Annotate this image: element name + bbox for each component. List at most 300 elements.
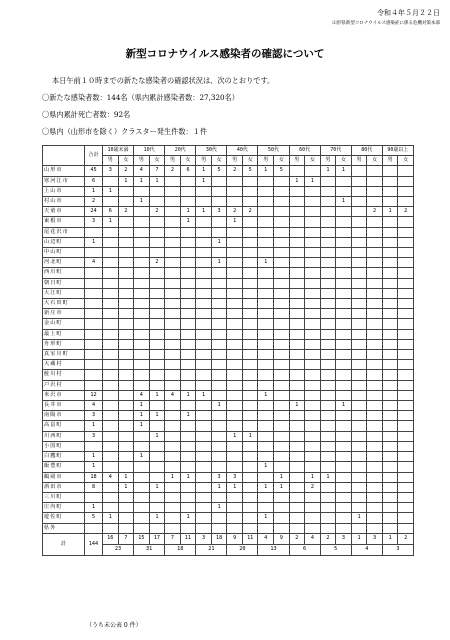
municipality-total [85,441,103,451]
case-count-cell [382,227,398,237]
municipality-total: 1 [85,452,103,462]
case-count-cell [118,339,134,349]
case-count-cell [196,482,212,492]
case-count-cell [289,166,305,176]
total-by-sex-cell: 3 [196,533,212,544]
case-count-cell [196,492,212,502]
table-row [43,176,414,186]
case-count-cell [289,523,305,533]
header-age-group: 60代 [289,146,320,156]
case-count-cell [274,258,290,268]
case-count-cell [367,452,383,462]
case-count-cell [180,197,196,207]
case-count-cell [336,288,352,298]
case-count-cell [134,339,150,349]
case-count-cell [351,523,367,533]
case-count-cell [103,299,119,309]
case-count-cell [134,380,150,390]
case-count-cell [180,186,196,196]
case-count-cell [227,421,243,431]
case-count-cell [134,329,150,339]
case-count-cell [118,299,134,309]
case-count-cell [382,176,398,186]
case-count-cell [382,288,398,298]
case-count-cell [351,268,367,278]
case-count-cell: 1 [289,176,305,186]
case-count-cell [382,472,398,482]
header-sex-female: 女 [274,156,290,166]
total-by-age-cell: 13 [258,544,289,555]
total-by-sex-cell: 15 [134,533,150,544]
municipality-total [85,360,103,370]
case-count-cell [227,401,243,411]
case-count-cell [180,288,196,298]
total-by-sex-cell: 4 [258,533,274,544]
case-count-cell [165,309,181,319]
case-count-cell [165,237,181,247]
case-count-cell [320,309,336,319]
case-count-cell [134,299,150,309]
case-count-cell [351,370,367,380]
case-count-cell [211,248,227,258]
case-count-cell [258,197,274,207]
case-count-cell [165,186,181,196]
total-by-sex-cell: 1 [382,533,398,544]
header-sex-male: 男 [103,156,119,166]
case-count-cell [398,380,414,390]
case-count-cell [242,278,258,288]
case-count-cell [242,237,258,247]
case-count-cell [305,503,321,513]
municipality-total [85,350,103,360]
case-count-cell [320,186,336,196]
case-count-cell [305,197,321,207]
case-count-cell [289,309,305,319]
case-count-cell [289,217,305,227]
case-count-cell [367,431,383,441]
total-by-sex-cell: 9 [227,533,243,544]
case-count-cell: 1 [211,401,227,411]
header-age-group: 10歳未満 [103,146,134,156]
case-count-cell [149,237,165,247]
case-count-cell [180,176,196,186]
case-count-cell [367,411,383,421]
case-count-cell [211,350,227,360]
case-count-cell [351,186,367,196]
case-count-cell [180,319,196,329]
case-count-cell [289,452,305,462]
case-count-cell: 1 [149,390,165,400]
case-count-cell [367,492,383,502]
case-count-cell [180,401,196,411]
case-count-cell [351,441,367,451]
case-count-cell [305,339,321,349]
municipality-total [85,339,103,349]
case-count-cell: 1 [180,207,196,217]
case-count-cell [305,421,321,431]
case-count-cell: 1 [149,482,165,492]
case-count-cell [320,258,336,268]
case-count-cell [242,350,258,360]
case-count-cell [274,299,290,309]
case-count-cell [351,360,367,370]
case-count-cell [118,309,134,319]
page-title: 新型コロナウイルス感染者の確認について [125,48,325,60]
case-count-cell [289,299,305,309]
case-count-cell [196,441,212,451]
case-count-cell [336,441,352,451]
case-count-cell [289,513,305,523]
case-count-cell [134,227,150,237]
municipality-name: 鮭川村 [43,370,85,380]
case-count-cell [118,441,134,451]
case-count-cell: 1 [165,472,181,482]
case-count-cell [258,309,274,319]
case-count-cell [149,288,165,298]
case-count-cell [196,299,212,309]
municipality-name: 朝日町 [43,278,85,288]
case-count-cell [196,380,212,390]
case-count-cell [165,288,181,298]
case-count-cell: 4 [134,390,150,400]
case-count-cell [367,401,383,411]
case-count-cell [336,350,352,360]
municipality-total: 18 [85,472,103,482]
case-count-cell [351,401,367,411]
case-count-cell [196,197,212,207]
municipality-total: 2 [85,197,103,207]
case-count-cell [134,288,150,298]
case-count-cell [103,462,119,472]
case-count-cell [165,401,181,411]
case-count-cell [398,299,414,309]
case-count-cell [320,237,336,247]
case-count-cell: 1 [196,166,212,176]
case-count-cell [367,380,383,390]
case-count-cell [196,421,212,431]
case-count-cell [320,523,336,533]
total-by-sex-cell: 1 [351,533,367,544]
case-count-cell: 2 [227,207,243,217]
case-count-cell [211,431,227,441]
case-count-cell [258,523,274,533]
case-count-cell [305,258,321,268]
case-count-cell [211,441,227,451]
case-count-cell: 1 [211,237,227,247]
case-count-cell: 3 [103,166,119,176]
case-count-cell [165,299,181,309]
case-count-cell: 1 [118,482,134,492]
case-count-cell [211,462,227,472]
case-count-cell [398,523,414,533]
case-count-cell [336,299,352,309]
case-count-cell [165,503,181,513]
table-row [43,217,414,227]
header-sex-female: 女 [149,156,165,166]
case-count-cell [165,278,181,288]
case-count-cell [274,390,290,400]
case-count-cell: 1 [149,513,165,523]
header-sex-female: 女 [118,156,134,166]
case-count-cell: 1 [196,207,212,217]
intro-text: 本日午前１０時までの新たな感染者の確認状況は、次のとおりです。 [52,76,275,85]
case-count-cell [165,482,181,492]
case-count-cell [242,421,258,431]
case-count-cell [149,350,165,360]
case-count-cell [165,248,181,258]
case-count-cell [211,319,227,329]
municipality-total [85,309,103,319]
case-count-cell [118,380,134,390]
case-count-cell [227,370,243,380]
case-count-cell: 2 [118,166,134,176]
case-count-cell [336,186,352,196]
cases-by-municipality-table [42,145,414,556]
case-count-cell [211,309,227,319]
case-count-cell [118,370,134,380]
table-row [43,431,414,441]
totals-label: 計 [43,533,85,555]
total-by-sex-cell: 4 [305,533,321,544]
municipality-total [85,380,103,390]
case-count-cell [351,329,367,339]
case-count-cell [289,268,305,278]
case-count-cell [242,217,258,227]
case-count-cell [242,309,258,319]
case-count-cell [289,288,305,298]
case-count-cell [398,350,414,360]
case-count-cell [211,513,227,523]
case-count-cell [118,258,134,268]
case-count-cell [320,503,336,513]
case-count-cell [134,309,150,319]
total-by-sex-cell: 2 [289,533,305,544]
municipality-name: 山形市 [43,166,85,176]
case-count-cell [336,248,352,258]
table-row [43,329,414,339]
total-by-age-cell: 18 [165,544,196,555]
municipality-name: 金山町 [43,319,85,329]
case-count-cell [103,370,119,380]
case-count-cell [149,360,165,370]
table-header-age-row [43,146,414,156]
case-count-cell [242,390,258,400]
case-count-cell [351,319,367,329]
case-count-cell [398,288,414,298]
table-row [43,197,414,207]
municipality-total [85,370,103,380]
case-count-cell [196,513,212,523]
case-count-cell [367,288,383,298]
case-count-cell [165,523,181,533]
header-sex-male: 男 [320,156,336,166]
case-count-cell [289,237,305,247]
case-count-cell [398,472,414,482]
municipality-total: 24 [85,207,103,217]
case-count-cell [227,523,243,533]
case-count-cell [258,431,274,441]
case-count-cell [134,370,150,380]
table-row [43,360,414,370]
case-count-cell: 1 [351,513,367,523]
case-count-cell [336,217,352,227]
case-count-cell [274,421,290,431]
case-count-cell [398,248,414,258]
case-count-cell [274,452,290,462]
case-count-cell [242,299,258,309]
case-count-cell [398,370,414,380]
case-count-cell [103,329,119,339]
table-row [43,380,414,390]
case-count-cell [274,237,290,247]
case-count-cell [227,319,243,329]
case-count-cell [242,227,258,237]
case-count-cell [103,176,119,186]
case-count-cell: 1 [258,513,274,523]
case-count-cell [320,268,336,278]
case-count-cell [398,492,414,502]
case-count-cell [320,411,336,421]
case-count-cell [134,350,150,360]
municipality-total: 4 [85,401,103,411]
total-by-sex-cell: 7 [165,533,181,544]
case-count-cell [242,186,258,196]
case-count-cell [336,207,352,217]
case-count-cell [367,421,383,431]
table-row [43,288,414,298]
case-count-cell [351,288,367,298]
case-count-cell [336,411,352,421]
table-row [43,237,414,247]
table-row [43,401,414,411]
case-count-cell [149,278,165,288]
case-count-cell [227,339,243,349]
case-count-cell [336,268,352,278]
case-count-cell [211,411,227,421]
case-count-cell: 1 [258,390,274,400]
case-count-cell [227,329,243,339]
case-count-cell: 1 [336,197,352,207]
case-count-cell [242,462,258,472]
case-count-cell [336,482,352,492]
case-count-cell [367,462,383,472]
header-sex-female: 女 [211,156,227,166]
municipality-total: 3 [85,217,103,227]
case-count-cell [305,513,321,523]
municipality-name: 最上町 [43,329,85,339]
municipality-name: 中山町 [43,248,85,258]
case-count-cell [320,288,336,298]
case-count-cell [118,513,134,523]
case-count-cell [305,360,321,370]
case-count-cell [305,288,321,298]
case-count-cell [196,350,212,360]
case-count-cell: 1 [134,197,150,207]
case-count-cell [258,401,274,411]
case-count-cell [258,452,274,462]
case-count-cell [227,268,243,278]
header-age-group: 30代 [196,146,227,156]
case-count-cell [211,186,227,196]
case-count-cell [149,227,165,237]
case-count-cell [211,197,227,207]
case-count-cell [211,523,227,533]
case-count-cell [242,339,258,349]
case-count-cell: 1 [149,431,165,441]
municipality-name: 川西町 [43,431,85,441]
total-by-age-cell: 23 [103,544,134,555]
case-count-cell: 1 [211,482,227,492]
case-count-cell [289,197,305,207]
case-count-cell [305,227,321,237]
case-count-cell [367,513,383,523]
case-count-cell [382,452,398,462]
case-count-cell [398,401,414,411]
case-count-cell [367,319,383,329]
case-count-cell [351,421,367,431]
case-count-cell [258,207,274,217]
case-count-cell [336,390,352,400]
case-count-cell [211,288,227,298]
table-row [43,441,414,451]
case-count-cell [274,380,290,390]
case-count-cell [180,421,196,431]
total-by-sex-cell: 11 [180,533,196,544]
municipality-total [85,319,103,329]
municipality-total: 45 [85,166,103,176]
case-count-cell: 1 [305,176,321,186]
case-count-cell [149,472,165,482]
case-count-cell [351,166,367,176]
header-sex-female: 女 [242,156,258,166]
case-count-cell [320,299,336,309]
case-count-cell: 2 [305,482,321,492]
case-count-cell [274,278,290,288]
case-count-cell [118,186,134,196]
case-count-cell [149,299,165,309]
header-sex-female: 女 [367,156,383,166]
case-count-cell [305,299,321,309]
header-sex-male: 男 [258,156,274,166]
municipality-name: 東根市 [43,217,85,227]
case-count-cell [118,401,134,411]
case-count-cell [180,370,196,380]
case-count-cell: 1 [258,482,274,492]
case-count-cell [398,482,414,492]
municipality-name: 河北町 [43,258,85,268]
case-count-cell [103,278,119,288]
case-count-cell [165,176,181,186]
case-count-cell [180,503,196,513]
table-row [43,452,414,462]
case-count-cell [398,431,414,441]
case-count-cell [351,309,367,319]
case-count-cell [351,462,367,472]
case-count-cell [305,431,321,441]
case-count-cell [165,411,181,421]
header-sex-male: 男 [196,156,212,166]
case-count-cell [336,237,352,247]
case-count-cell [118,197,134,207]
case-count-cell [351,503,367,513]
case-count-cell [382,248,398,258]
municipality-total: 1 [85,237,103,247]
case-count-cell [398,278,414,288]
case-count-cell [351,431,367,441]
total-by-sex-cell: 7 [118,533,134,544]
case-count-cell [320,227,336,237]
case-count-cell [227,390,243,400]
